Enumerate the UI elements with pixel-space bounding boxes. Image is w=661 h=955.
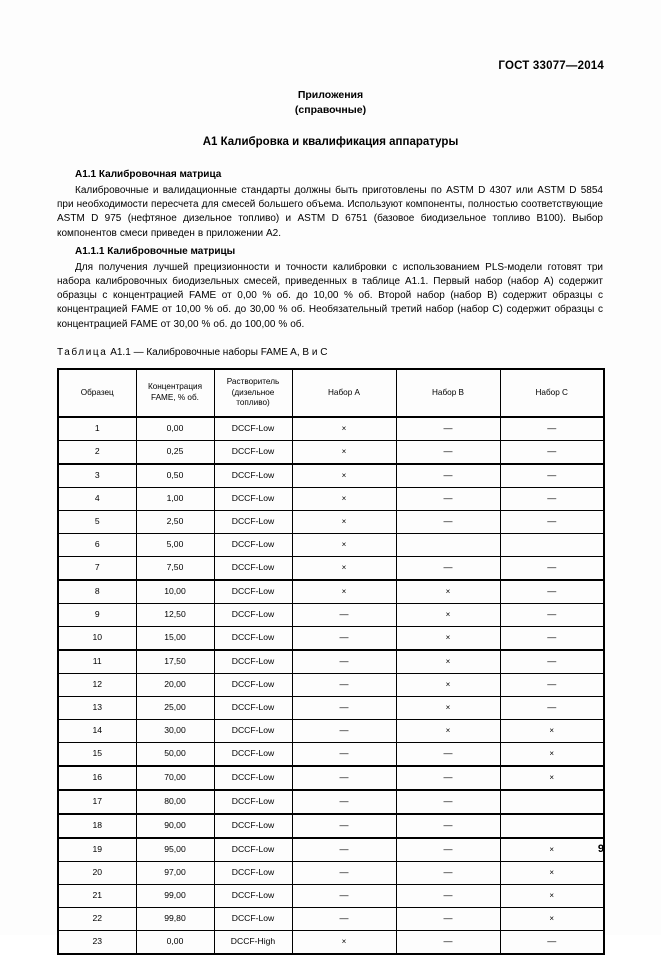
table-row [58, 603, 604, 626]
mark-present-icon: × [445, 610, 451, 620]
cell-concentration: 2,50 [136, 510, 214, 533]
cell-set-b [396, 533, 500, 556]
column-header-line: Набор С [535, 387, 568, 397]
mark-absent-icon: — [547, 702, 557, 713]
cell-sample: 8 [58, 580, 136, 604]
cell-set-b [396, 626, 500, 650]
mark-absent-icon: — [339, 725, 349, 736]
table-caption [57, 346, 603, 360]
mark-absent-icon: — [443, 493, 453, 504]
cell-set-a [292, 556, 396, 580]
mark-absent-icon: — [339, 679, 349, 690]
cell-sample: 10 [58, 626, 136, 650]
mark-present-icon: × [445, 726, 451, 736]
cell-solvent: DCCF-Low [214, 814, 292, 838]
cell-set-c [500, 861, 604, 884]
mark-absent-icon: — [443, 516, 453, 527]
cell-set-c [500, 650, 604, 674]
cell-set-c [500, 930, 604, 954]
mark-absent-icon: — [547, 562, 557, 573]
cell-set-c [500, 907, 604, 930]
table-row [58, 440, 604, 464]
column-header-line: FAME, % об. [151, 392, 199, 402]
mark-absent-icon: — [339, 632, 349, 643]
calibration-sets-table [57, 368, 605, 955]
cell-set-b [396, 742, 500, 766]
cell-sample: 9 [58, 603, 136, 626]
cell-sample: 12 [58, 673, 136, 696]
cell-set-a [292, 580, 396, 604]
cell-set-a [292, 510, 396, 533]
column-header-solvent [214, 369, 292, 417]
mark-present-icon: × [341, 540, 347, 550]
mark-present-icon: × [445, 587, 451, 597]
appendix-heading [0, 88, 661, 118]
cell-set-c [500, 838, 604, 862]
cell-solvent: DCCF-Low [214, 696, 292, 719]
table-row [58, 487, 604, 510]
cell-concentration: 10,00 [136, 580, 214, 604]
table-row [58, 696, 604, 719]
document-body [57, 168, 603, 955]
cell-set-c [500, 533, 604, 556]
cell-set-b [396, 603, 500, 626]
cell-concentration: 70,00 [136, 766, 214, 790]
mark-absent-icon: — [443, 446, 453, 457]
mark-present-icon: × [549, 749, 555, 759]
cell-solvent: DCCF-Low [214, 790, 292, 814]
cell-sample: 21 [58, 884, 136, 907]
mark-absent-icon: — [547, 516, 557, 527]
cell-sample: 2 [58, 440, 136, 464]
cell-set-a [292, 464, 396, 488]
cell-set-b [396, 838, 500, 862]
mark-present-icon: × [341, 563, 347, 573]
cell-sample: 6 [58, 533, 136, 556]
table-row [58, 464, 604, 488]
mark-present-icon: × [549, 845, 555, 855]
cell-sample: 3 [58, 464, 136, 488]
cell-sample: 11 [58, 650, 136, 674]
cell-set-c [500, 556, 604, 580]
mark-present-icon: × [341, 937, 347, 947]
mark-present-icon: × [341, 447, 347, 457]
cell-solvent: DCCF-Low [214, 533, 292, 556]
table-caption-number: А1.1 [110, 346, 131, 358]
mark-absent-icon: — [547, 609, 557, 620]
paragraph-a111-text: Для получения лучшей прецизионности и точности калибровки с использованием PLS-модели готовят три набора калибровочных биодизельных смесей, приведенных в таблице А1.1. Первый набор (набор А) содержит образцы с концентрацией FAME от 0,00 % об. до 10,00 % об. Второй набор (набор В) содержит образцы с концентрацией FAME от 10,00 % об. до 30,00 % об. Необязательный третий набор (набор С) содержит образцы с концентрацией FAME от 30,00 % об. до 100,00 % об. [57, 261, 603, 330]
cell-concentration: 1,00 [136, 487, 214, 510]
appendix-subtitle-text: (справочные) [294, 104, 367, 116]
cell-set-b [396, 766, 500, 790]
mark-absent-icon: — [547, 679, 557, 690]
cell-set-b [396, 719, 500, 742]
cell-concentration: 30,00 [136, 719, 214, 742]
mark-absent-icon: — [339, 890, 349, 901]
cell-concentration: 50,00 [136, 742, 214, 766]
table-row [58, 766, 604, 790]
mark-absent-icon: — [547, 586, 557, 597]
mark-absent-icon: — [443, 820, 453, 831]
cell-set-b [396, 696, 500, 719]
cell-set-b [396, 814, 500, 838]
cell-sample: 4 [58, 487, 136, 510]
cell-set-a [292, 533, 396, 556]
cell-set-a [292, 907, 396, 930]
table-row [58, 930, 604, 954]
mark-absent-icon: — [547, 936, 557, 947]
cell-sample: 14 [58, 719, 136, 742]
column-header-line: Набор А [328, 387, 360, 397]
cell-sample: 15 [58, 742, 136, 766]
mark-absent-icon: — [443, 772, 453, 783]
mark-absent-icon: — [547, 656, 557, 667]
cell-concentration: 97,00 [136, 861, 214, 884]
cell-set-b [396, 790, 500, 814]
table-row [58, 907, 604, 930]
mark-absent-icon: — [339, 656, 349, 667]
cell-set-a [292, 440, 396, 464]
table-row [58, 510, 604, 533]
cell-sample: 22 [58, 907, 136, 930]
mark-present-icon: × [341, 494, 347, 504]
mark-absent-icon: — [339, 913, 349, 924]
cell-concentration: 5,00 [136, 533, 214, 556]
mark-absent-icon: — [443, 748, 453, 759]
cell-set-a [292, 884, 396, 907]
cell-concentration: 0,25 [136, 440, 214, 464]
cell-set-b [396, 930, 500, 954]
cell-concentration: 80,00 [136, 790, 214, 814]
column-header-set-a [292, 369, 396, 417]
column-header-line: Образец [80, 387, 114, 397]
mark-absent-icon: — [443, 562, 453, 573]
table-row [58, 417, 604, 441]
table-row [58, 790, 604, 814]
table-row [58, 719, 604, 742]
column-header-concentration [136, 369, 214, 417]
mark-absent-icon: — [443, 470, 453, 481]
mark-present-icon: × [549, 868, 555, 878]
table-caption-description: — Калибровочные наборы FAME A, B и C [133, 346, 328, 358]
mark-present-icon: × [549, 891, 555, 901]
cell-concentration: 90,00 [136, 814, 214, 838]
cell-solvent: DCCF-Low [214, 603, 292, 626]
mark-absent-icon: — [547, 632, 557, 643]
mark-present-icon: × [341, 587, 347, 597]
column-header-line: Растворитель [226, 377, 280, 387]
cell-solvent: DCCF-Low [214, 464, 292, 488]
cell-set-c [500, 696, 604, 719]
mark-absent-icon: — [339, 820, 349, 831]
cell-concentration: 15,00 [136, 626, 214, 650]
mark-present-icon: × [445, 680, 451, 690]
mark-present-icon: × [549, 773, 555, 783]
section-heading: А1 Калибровка и квалификация аппаратуры [202, 136, 459, 148]
mark-present-icon: × [445, 633, 451, 643]
cell-set-b [396, 440, 500, 464]
table-row [58, 626, 604, 650]
mark-absent-icon: — [443, 936, 453, 947]
cell-solvent: DCCF-Low [214, 417, 292, 441]
cell-set-b [396, 464, 500, 488]
table-row [58, 556, 604, 580]
cell-concentration: 7,50 [136, 556, 214, 580]
mark-present-icon: × [341, 517, 347, 527]
cell-set-a [292, 766, 396, 790]
cell-concentration: 0,00 [136, 417, 214, 441]
cell-solvent: DCCF-Low [214, 487, 292, 510]
column-header-line: Концентрация [147, 382, 203, 392]
table-row [58, 580, 604, 604]
cell-solvent: DCCF-Low [214, 650, 292, 674]
cell-set-b [396, 417, 500, 441]
cell-sample: 18 [58, 814, 136, 838]
cell-set-a [292, 696, 396, 719]
cell-set-a [292, 673, 396, 696]
cell-set-c [500, 719, 604, 742]
paragraph-a11-text: Калибровочные и валидационные стандарты должны быть приготовлены по ASTM D 4307 или ASTM D 5854 при необходимости пересчета для смесей большего объема. Используют компоненты, полностью соответствующие ASTM D 975 (нефтяное дизельное топливо) и ASTM D 6751 (базовое биодизельное топливо В100). Выбор компонентов смеси приведен в приложении А2. [57, 185, 603, 239]
cell-solvent: DCCF-High [214, 930, 292, 954]
column-header-set-b [396, 369, 500, 417]
table-row [58, 814, 604, 838]
cell-set-b [396, 884, 500, 907]
cell-set-a [292, 930, 396, 954]
mark-absent-icon: — [443, 913, 453, 924]
mark-absent-icon: — [443, 890, 453, 901]
mark-absent-icon: — [547, 493, 557, 504]
cell-solvent: DCCF-Low [214, 838, 292, 862]
cell-set-b [396, 650, 500, 674]
mark-absent-icon: — [339, 796, 349, 807]
standard-reference-header: ГОСТ 33077—2014 [498, 60, 604, 72]
cell-set-c [500, 417, 604, 441]
cell-set-c [500, 790, 604, 814]
cell-concentration: 0,00 [136, 930, 214, 954]
cell-concentration: 25,00 [136, 696, 214, 719]
subheading-a111: А1.1.1 Калибровочные матрицы [75, 245, 236, 257]
cell-solvent: DCCF-Low [214, 884, 292, 907]
cell-set-c [500, 884, 604, 907]
cell-set-c [500, 580, 604, 604]
table-row [58, 884, 604, 907]
mark-present-icon: × [445, 703, 451, 713]
cell-set-b [396, 861, 500, 884]
mark-absent-icon: — [443, 844, 453, 855]
mark-absent-icon: — [443, 867, 453, 878]
cell-set-c [500, 440, 604, 464]
cell-solvent: DCCF-Low [214, 440, 292, 464]
mark-absent-icon: — [339, 702, 349, 713]
table-row [58, 838, 604, 862]
mark-absent-icon: — [443, 796, 453, 807]
cell-set-b [396, 556, 500, 580]
column-header-line: топливо) [236, 398, 270, 408]
cell-set-a [292, 814, 396, 838]
table-row [58, 650, 604, 674]
cell-sample: 20 [58, 861, 136, 884]
page-number: 9 [597, 843, 604, 855]
cell-set-a [292, 719, 396, 742]
subheading-a11: А1.1 Калибровочная матрица [75, 169, 222, 180]
mark-absent-icon: — [339, 867, 349, 878]
cell-set-c [500, 742, 604, 766]
mark-present-icon: × [549, 726, 555, 736]
cell-concentration: 0,50 [136, 464, 214, 488]
mark-present-icon: × [549, 914, 555, 924]
cell-set-a [292, 603, 396, 626]
mark-absent-icon: — [339, 772, 349, 783]
mark-present-icon: × [445, 657, 451, 667]
cell-set-a [292, 790, 396, 814]
cell-set-a [292, 861, 396, 884]
mark-absent-icon: — [339, 609, 349, 620]
cell-solvent: DCCF-Low [214, 907, 292, 930]
cell-set-a [292, 838, 396, 862]
mark-absent-icon: — [339, 748, 349, 759]
column-header-sample [58, 369, 136, 417]
mark-absent-icon: — [547, 423, 557, 434]
cell-set-a [292, 626, 396, 650]
appendix-title-text: Приложения [297, 89, 364, 101]
cell-sample: 1 [58, 417, 136, 441]
cell-set-c [500, 464, 604, 488]
cell-set-c [500, 510, 604, 533]
cell-sample: 17 [58, 790, 136, 814]
table-caption-label: Таблица [57, 346, 108, 358]
cell-set-c [500, 814, 604, 838]
cell-solvent: DCCF-Low [214, 626, 292, 650]
mark-present-icon: × [341, 471, 347, 481]
cell-set-c [500, 673, 604, 696]
cell-set-b [396, 487, 500, 510]
column-header-set-c [500, 369, 604, 417]
cell-set-c [500, 766, 604, 790]
cell-set-b [396, 907, 500, 930]
table-row [58, 742, 604, 766]
cell-solvent: DCCF-Low [214, 580, 292, 604]
table-header [58, 369, 604, 417]
cell-sample: 19 [58, 838, 136, 862]
cell-set-c [500, 487, 604, 510]
mark-absent-icon: — [547, 446, 557, 457]
cell-concentration: 12,50 [136, 603, 214, 626]
cell-set-a [292, 487, 396, 510]
table-row [58, 673, 604, 696]
cell-set-a [292, 742, 396, 766]
column-header-line: (дизельное [231, 387, 275, 397]
cell-set-b [396, 580, 500, 604]
cell-concentration: 20,00 [136, 673, 214, 696]
cell-set-b [396, 510, 500, 533]
cell-sample: 16 [58, 766, 136, 790]
cell-sample: 13 [58, 696, 136, 719]
cell-set-c [500, 603, 604, 626]
cell-set-a [292, 650, 396, 674]
mark-absent-icon: — [547, 470, 557, 481]
cell-concentration: 99,00 [136, 884, 214, 907]
cell-concentration: 95,00 [136, 838, 214, 862]
cell-sample: 23 [58, 930, 136, 954]
cell-sample: 7 [58, 556, 136, 580]
cell-set-c [500, 626, 604, 650]
mark-absent-icon: — [339, 844, 349, 855]
table-row [58, 861, 604, 884]
column-header-line: Набор В [432, 387, 464, 397]
table-header-row [58, 369, 604, 417]
mark-absent-icon: — [443, 423, 453, 434]
table-body [58, 417, 604, 954]
cell-sample: 5 [58, 510, 136, 533]
cell-solvent: DCCF-Low [214, 510, 292, 533]
cell-solvent: DCCF-Low [214, 719, 292, 742]
cell-solvent: DCCF-Low [214, 861, 292, 884]
cell-concentration: 17,50 [136, 650, 214, 674]
table-row [58, 533, 604, 556]
mark-present-icon: × [341, 424, 347, 434]
cell-solvent: DCCF-Low [214, 766, 292, 790]
cell-set-b [396, 673, 500, 696]
cell-set-a [292, 417, 396, 441]
cell-solvent: DCCF-Low [214, 742, 292, 766]
cell-solvent: DCCF-Low [214, 673, 292, 696]
cell-concentration: 99,80 [136, 907, 214, 930]
cell-solvent: DCCF-Low [214, 556, 292, 580]
